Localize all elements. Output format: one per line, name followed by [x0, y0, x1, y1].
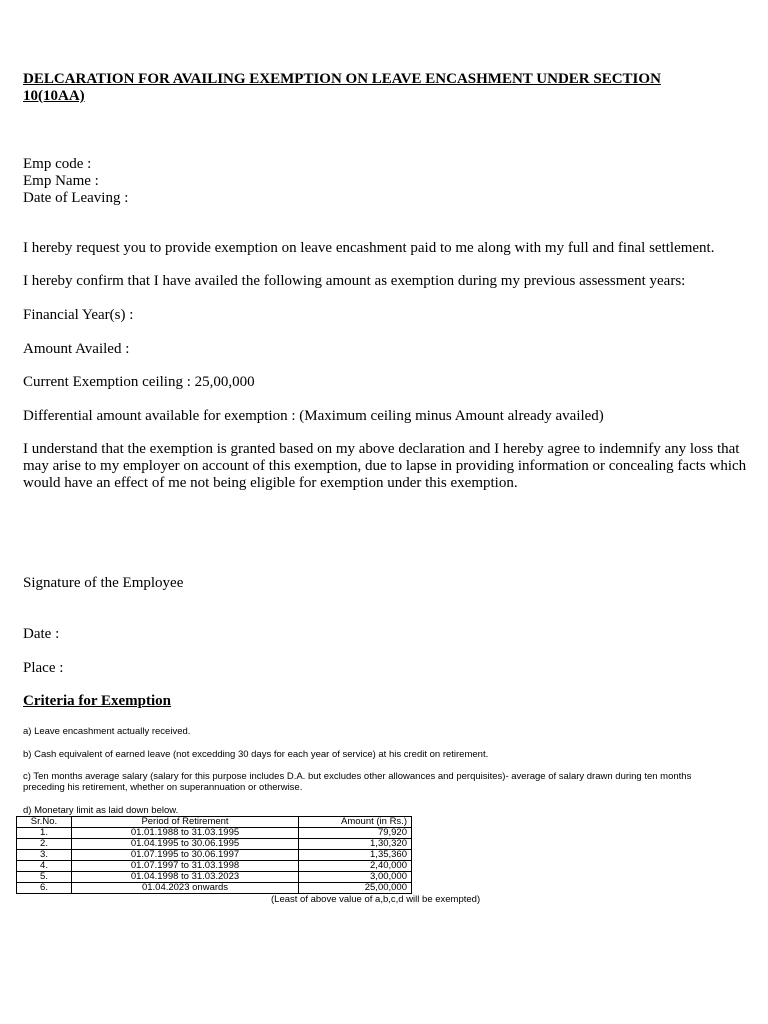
signature-label: Signature of the Employee	[23, 575, 184, 591]
table-header-row	[17, 817, 412, 828]
header-amount: Amount (in Rs.)	[299, 817, 412, 828]
table-row	[17, 850, 412, 861]
table-row	[17, 861, 412, 872]
cell-period: 01.07.1997 to 31.03.1998	[72, 861, 299, 872]
criteria-a: a) Leave encashment actually received.	[23, 726, 191, 737]
header-period: Period of Retirement	[72, 817, 299, 828]
cell-amount: 1,30,320	[299, 839, 412, 850]
cell-amount: 25,00,000	[299, 883, 412, 894]
cell-amount: 3,00,000	[299, 872, 412, 883]
exemption-ceiling-line: Current Exemption ceiling : 25,00,000	[23, 374, 255, 390]
cell-sr: 5.	[17, 872, 72, 883]
table-row	[17, 872, 412, 883]
criteria-c: c) Ten months average salary (salary for this purpose includes D.A. but excludes other allowances and perquisites)- average of salary drawn during ten months preceding his retirement, whether on superannuation or otherwise.	[23, 771, 692, 793]
cell-period: 01.01.1988 to 31.03.1995	[72, 828, 299, 839]
emp-code-label: Emp code :	[23, 156, 92, 172]
cell-sr: 3.	[17, 850, 72, 861]
exemption-footnote: (Least of above value of a,b,c,d will be exempted)	[271, 894, 481, 905]
criteria-d: d) Monetary limit as laid down below.	[23, 805, 179, 816]
indemnify-paragraph: I understand that the exemption is granted based on my above declaration and I hereby agree to indemnify any loss that may arise to my employer on account of this exemption, due to lapse in providing information or concealing facts which would have an effect of me not being eligible for exemption under this exemption.	[23, 441, 747, 491]
date-label: Date :	[23, 626, 60, 642]
date-of-leaving-label: Date of Leaving :	[23, 190, 129, 206]
table-row	[17, 839, 412, 850]
financial-year-label: Financial Year(s) :	[23, 307, 134, 323]
cell-sr: 6.	[17, 883, 72, 894]
cell-amount: 1,35,360	[299, 850, 412, 861]
cell-period: 01.04.1998 to 31.03.2023	[72, 872, 299, 883]
criteria-b: b) Cash equivalent of earned leave (not excedding 30 days for each year of service) at his credit on retirement.	[23, 749, 489, 760]
emp-name-label: Emp Name :	[23, 173, 99, 189]
table-row	[17, 883, 412, 894]
confirm-paragraph: I hereby confirm that I have availed the following amount as exemption during my previous assessment years:	[23, 273, 686, 289]
cell-amount: 2,40,000	[299, 861, 412, 872]
cell-sr: 2.	[17, 839, 72, 850]
cell-period: 01.07.1995 to 30.06.1997	[72, 850, 299, 861]
table-row	[17, 828, 412, 839]
differential-amount-line: Differential amount available for exemption : (Maximum ceiling minus Amount already availed)	[23, 408, 604, 424]
cell-sr: 4.	[17, 861, 72, 872]
amount-availed-label: Amount Availed :	[23, 341, 130, 357]
monetary-limit-table	[16, 816, 412, 894]
request-paragraph: I hereby request you to provide exemption on leave encashment paid to me along with my full and final settlement.	[23, 240, 715, 256]
criteria-heading: Criteria for Exemption	[23, 693, 172, 709]
place-label: Place :	[23, 660, 64, 676]
cell-sr: 1.	[17, 828, 72, 839]
header-sr-no: Sr.No.	[17, 817, 72, 828]
cell-period: 01.04.2023 onwards	[72, 883, 299, 894]
cell-period: 01.04.1995 to 30.06.1995	[72, 839, 299, 850]
cell-amount: 79,920	[299, 828, 412, 839]
page-title: DELCARATION FOR AVAILING EXEMPTION ON LEAVE ENCASHMENT UNDER SECTION 10(10AA)	[23, 71, 661, 104]
